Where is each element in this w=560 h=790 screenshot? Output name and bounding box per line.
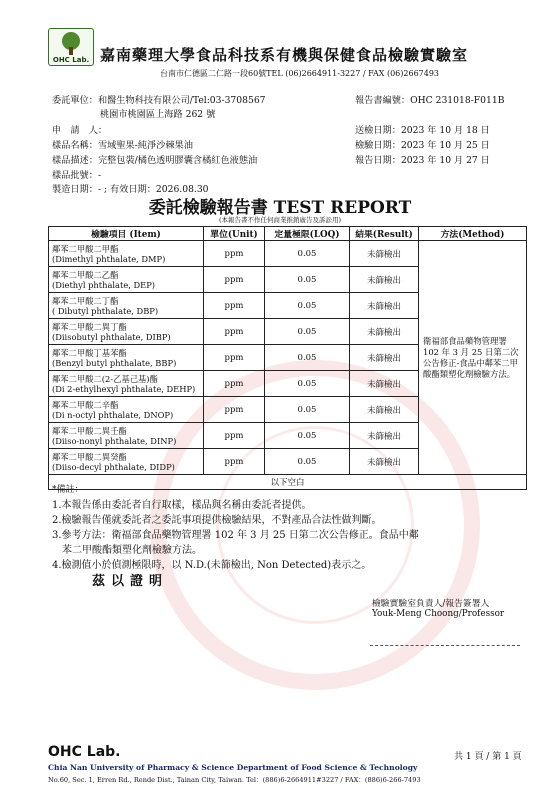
item-cell: [49, 423, 204, 449]
footer-address: No.60, Sec. 1, Erren Rd., Rende Dist., Tainan City, Taiwan. Tel：(886)6-2664911#3227 / FAX：(886)6-266-7493: [48, 776, 421, 784]
item-en: (Dimethyl phthalate, DMP): [52, 253, 166, 264]
report-no-label: 報告書編號：: [355, 95, 411, 106]
mfg-label: 製造日期：: [52, 184, 98, 195]
footer-department: Chia Nan University of Pharmacy & Science Department of Food Science & Technology: [48, 763, 418, 772]
ohc-lab-logo: [48, 28, 94, 66]
loq-cell: 0.05: [265, 397, 350, 423]
item-en: (Benzyl butyl phthalate, BBP): [52, 357, 177, 368]
item-en: (Di n-octyl phthalate, DNOP): [52, 409, 174, 420]
table-row: [49, 241, 527, 267]
loq-cell: 0.05: [265, 449, 350, 475]
test-date-value: 2023 年 10 月 25 日: [400, 140, 490, 151]
item-cell: [49, 293, 204, 319]
unit-cell: ppm: [204, 449, 265, 475]
report-note: (本報告書不作任何商業推銷廣告及訴訟用): [218, 216, 342, 224]
result-cell: 未篩檢出: [350, 423, 419, 449]
received-row: [355, 122, 490, 136]
received-value: 2023 年 10 月 18 日: [400, 125, 490, 136]
result-cell: 未篩檢出: [350, 319, 419, 345]
notes-block: [52, 483, 419, 573]
item-zh: 鄰苯二甲酸二異丁酯: [52, 321, 127, 332]
note-item: 2.檢驗報告僅就委託者之委託事項提供檢驗結果，不對產品合法性做判斷。: [52, 515, 382, 526]
result-cell: 未篩檢出: [350, 345, 419, 371]
signature-line: [370, 645, 520, 646]
lab-address: 台南市仁德區二仁路一段60號TEL (06)2664911-3227 / FAX (06)2667493: [160, 69, 440, 78]
sample-name-label: 樣品名稱：: [52, 140, 98, 151]
item-cell: [49, 397, 204, 423]
loq-cell: 0.05: [265, 267, 350, 293]
unit-cell: ppm: [204, 267, 265, 293]
loq-cell: 0.05: [265, 293, 350, 319]
item-cell: [49, 371, 204, 397]
item-cell: [49, 319, 204, 345]
item-zh: 鄰苯二甲酸丁基苯酯: [52, 347, 127, 358]
test-date-label: 檢驗日期：: [355, 140, 401, 151]
unit-cell: ppm: [204, 423, 265, 449]
unit-cell: ppm: [204, 319, 265, 345]
item-en: (Diiso-nonyl phthalate, DINP): [52, 435, 177, 446]
item-cell: [49, 241, 204, 267]
unit-cell: ppm: [204, 397, 265, 423]
item-zh: 鄰苯二甲酸二異癸酯: [52, 451, 127, 462]
sample-name-row: [52, 137, 193, 151]
item-en: (Diiso-decyl phthalate, DIDP): [52, 461, 175, 472]
page-number: 共 1 頁 / 第 1 頁: [454, 752, 522, 762]
item-zh: 鄰苯二甲酸二異壬酯: [52, 425, 127, 436]
batch-value: -: [97, 170, 102, 181]
results-table: [48, 226, 527, 490]
item-zh: 鄰苯二甲酸二(2-乙基己基)酯: [52, 373, 158, 384]
loq-cell: 0.05: [265, 423, 350, 449]
unit-cell: ppm: [204, 345, 265, 371]
applicant-label: 申 請 人：: [52, 125, 108, 136]
item-en: (Diisobutyl phthalate, DIBP): [52, 331, 171, 342]
result-cell: 未篩檢出: [350, 293, 419, 319]
report-date-label: 報告日期：: [355, 155, 401, 166]
item-zh: 鄰苯二甲酸二丁酯: [52, 295, 119, 306]
logo-text: OHC Lab.: [52, 56, 90, 64]
unit-cell: ppm: [204, 371, 265, 397]
item-en: (Di 2-ethylhexyl phthalate, DEHP): [52, 383, 196, 394]
batch-label: 樣品批號：: [52, 170, 98, 181]
item-cell: [49, 345, 204, 371]
report-date-value: 2023 年 10 月 27 日: [400, 155, 490, 166]
result-cell: 未篩檢出: [350, 449, 419, 475]
signature-name: Youk-Meng Choong/Professor: [372, 609, 505, 619]
item-en: ( Dibutyl phthalate, DBP): [52, 305, 159, 316]
footer-lab-name: OHC Lab.: [48, 744, 121, 760]
item-zh: 鄰苯二甲酸二乙酯: [52, 269, 119, 280]
note-item: 4.檢測值小於偵測極限時，以 N.D.(未篩檢出, Non Detected)表示之。: [52, 560, 372, 571]
loq-cell: 0.05: [265, 345, 350, 371]
item-en: (Diethyl phthalate, DEP): [52, 279, 156, 290]
report-no-row: [355, 92, 504, 106]
method-cell: 衛福部食品藥物管理署 102 年 3 月 25 日第二次公告修正-食品中鄰苯二甲酸酯類塑化劑檢驗方法。: [419, 241, 527, 475]
unit-cell: ppm: [204, 293, 265, 319]
sample-desc-label: 樣品描述：: [52, 155, 98, 166]
item-cell: [49, 449, 204, 475]
signature-title: 檢驗實驗室負責人/報告簽署人: [372, 599, 490, 609]
client-value: 和醫生物科技有限公司/Tel:03-3708567: [97, 95, 266, 106]
item-cell: [49, 267, 204, 293]
table-header-row: [49, 227, 527, 241]
mfg-value: - ; 有效日期：2026.08.30: [97, 184, 209, 195]
end-text: 以下空白: [49, 475, 527, 490]
note-item: 1.本報告係由委託者自行取樣，樣品與名稱由委託者提供。: [52, 500, 312, 511]
header-item: 檢驗項目 (Item): [49, 227, 204, 241]
unit-cell: ppm: [204, 241, 265, 267]
loq-cell: 0.05: [265, 319, 350, 345]
result-cell: 未篩檢出: [350, 241, 419, 267]
result-cell: 未篩檢出: [350, 267, 419, 293]
item-zh: 鄰苯二甲酸二辛酯: [52, 399, 119, 410]
batch-row: [52, 167, 101, 181]
result-cell: 未篩檢出: [350, 397, 419, 423]
sample-desc-row: [52, 152, 257, 166]
notes-heading: *備註：: [52, 485, 84, 495]
client-row: [52, 92, 266, 106]
report-title: 委託檢驗報告書 TEST REPORT: [148, 198, 412, 218]
note-item: 3.參考方法：衛福部食品藥物管理署 102 年 3 月 25 日第二次公告修正。食品中鄰: [52, 530, 419, 541]
test-date-row: [355, 137, 490, 151]
header-result: 結果(Result): [350, 227, 419, 241]
item-zh: 鄰苯二甲酸二甲酯: [52, 243, 119, 254]
header-unit: 單位(Unit): [204, 227, 265, 241]
header-loq: 定量極限(LOQ): [265, 227, 350, 241]
lab-title: 嘉南藥理大學食品科技系有機與保健食品檢驗實驗室: [100, 46, 469, 64]
report-no-value: OHC 231018-F011B: [410, 95, 505, 106]
client-address: 桃園市桃園區上海路 262 號: [100, 109, 216, 120]
sample-name-value: 雪域聖果-純淨沙棘果油: [97, 140, 193, 151]
client-label: 委託單位：: [52, 95, 98, 106]
header-method: 方法(Method): [419, 227, 527, 241]
loq-cell: 0.05: [265, 371, 350, 397]
certify-text: 茲以證明: [92, 574, 169, 589]
sample-desc-value: 完整包裝/橘色透明膠囊含橘紅色液態油: [97, 155, 258, 166]
loq-cell: 0.05: [265, 241, 350, 267]
received-label: 送檢日期：: [355, 125, 401, 136]
result-cell: 未篩檢出: [350, 371, 419, 397]
report-date-row: [355, 152, 490, 166]
note-item: 苯二甲酸酯類塑化劑檢驗方法。: [52, 545, 202, 556]
